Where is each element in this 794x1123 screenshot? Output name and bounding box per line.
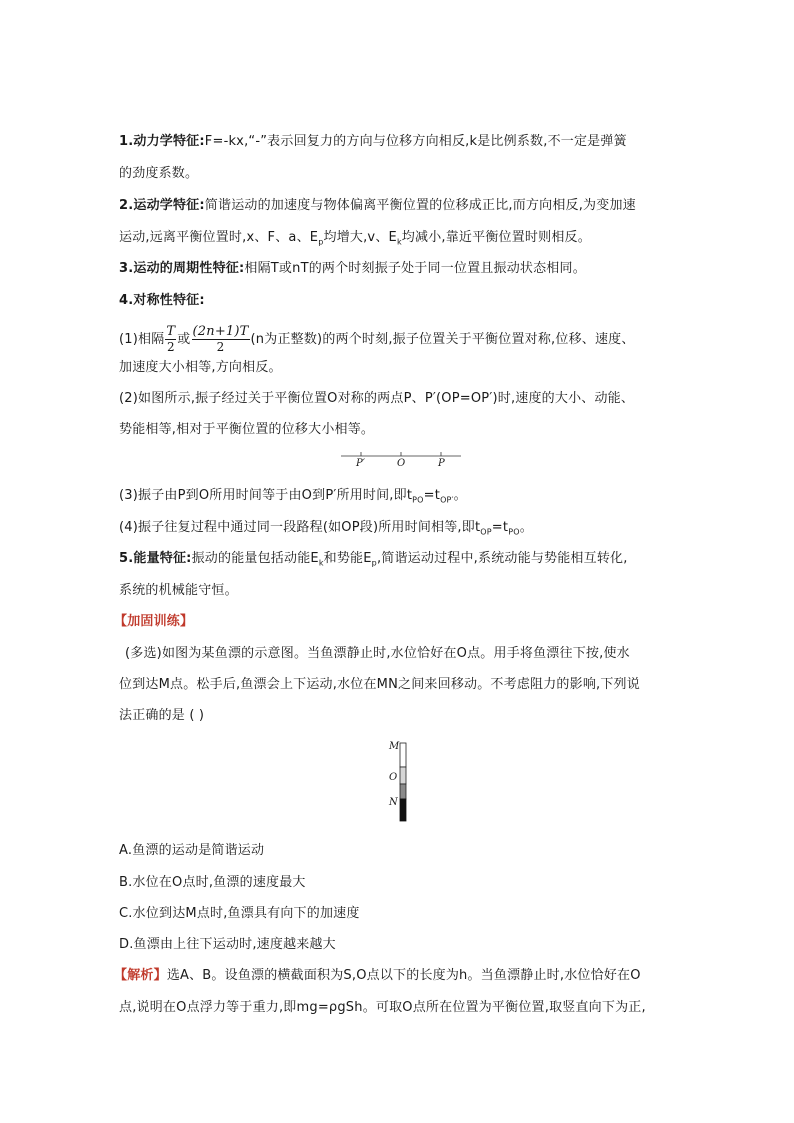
question-text2: 位到达M点。松手后,鱼漂会上下运动,水位在MN之间来回移动。不考虑阻力的影响,下列说 xyxy=(119,677,640,692)
fraction-t-over-2 xyxy=(165,324,176,355)
s5-text2: 和势能E xyxy=(323,551,372,566)
s3-line xyxy=(119,261,586,277)
s2-line1 xyxy=(119,198,636,214)
s3-text: 相隔T或nT的两个时刻振子处于同一位置且振动状态相同。 xyxy=(244,261,586,276)
s4-p3-mid: =t xyxy=(423,488,441,503)
label-o: O xyxy=(397,458,406,469)
s4-p2-line1 xyxy=(119,391,634,407)
analysis-line2 xyxy=(119,1000,646,1016)
option-c: C.水位到达M点时,鱼漂具有向下的加速度 xyxy=(119,906,360,921)
question-text3: 法正确的是 ( ) xyxy=(119,708,205,723)
float-mid-segment xyxy=(400,784,406,799)
s4-p4-sub1: OP xyxy=(480,527,492,537)
training-heading: 【加固训练】 xyxy=(114,614,194,629)
float-light-segment xyxy=(400,767,406,784)
s1-heading: 1.动力学特征: xyxy=(119,134,205,149)
s2-text1: 简谐运动的加速度与物体偏离平衡位置的位移成正比,而方向相反,为变加速 xyxy=(204,198,636,213)
question-line3 xyxy=(119,708,204,724)
s4-p1-text2: 加速度大小相等,方向相反。 xyxy=(119,360,282,375)
s5-sub-k: k xyxy=(318,558,324,568)
s4-p1-line2 xyxy=(119,360,282,376)
s4-p3-sub2: OP′ xyxy=(440,495,454,505)
s5-sub-p: p xyxy=(371,558,377,568)
label-float-o: O xyxy=(389,772,398,783)
s4-p4-mid: =t xyxy=(491,520,509,535)
s4-p1-post: (n为正整数)的两个时刻,振子位置关于平衡位置对称,位移、速度、 xyxy=(250,332,635,347)
s5-line1 xyxy=(119,551,628,572)
question-line1 xyxy=(125,646,630,662)
s1-line2 xyxy=(119,166,198,182)
analysis-text1: 选A、B。设鱼漂的横截面积为S,O点以下的长度为h。当鱼漂静止时,水位恰好在O xyxy=(166,968,641,983)
frac2-numerator: (2n+1)T xyxy=(192,324,249,339)
option-d: D.鱼漂由上往下运动时,速度越来越大 xyxy=(119,937,336,952)
s4-p1-line1 xyxy=(119,324,635,358)
label-p: P xyxy=(438,458,445,469)
option-b: B.水位在O点时,鱼漂的速度最大 xyxy=(119,875,306,890)
s2-line2 xyxy=(119,230,591,251)
s1-text1: F=-kx,“-”表示回复力的方向与位移方向相反,k是比例系数,不一定是弹簧 xyxy=(204,134,627,149)
s4-p1-or: 或 xyxy=(177,332,191,347)
analysis-line1 xyxy=(114,968,641,984)
option-a: A.鱼漂的运动是简谐运动 xyxy=(119,843,265,858)
s4-p3-pre: (3)振子由P到O所用时间等于由O到P′所用时间,即t xyxy=(119,488,413,503)
s2-text2: 运动,远离平衡位置时,x、F、a、E xyxy=(119,230,319,245)
s4-p2-text2: 势能相等,相对于平衡位置的位移大小相等。 xyxy=(119,422,375,437)
analysis-tag: 【解析】 xyxy=(114,968,167,983)
s1-text2: 的劲度系数。 xyxy=(119,166,199,181)
s4-p4-line xyxy=(119,520,533,541)
analysis-text2: 点,说明在O点浮力等于重力,即mg=ρgSh。可取O点所在位置为平衡位置,取竖直向下为正, xyxy=(119,1000,646,1015)
s4-heading: 4.对称性特征: xyxy=(119,293,205,308)
label-p-prime: P′ xyxy=(356,458,365,469)
s4-p4-sub2: PO xyxy=(508,527,520,537)
question-line2 xyxy=(119,677,640,693)
float-top-segment xyxy=(400,743,406,767)
s4-p3-end: 。 xyxy=(453,488,467,503)
s4-p4-end: 。 xyxy=(519,520,533,535)
frac1-denominator: 2 xyxy=(166,340,175,354)
fishing-float-figure xyxy=(387,740,417,824)
s5-text-line2: 系统的机械能守恒。 xyxy=(119,583,238,598)
s5-text3: ,简谐运动过程中,系统动能与势能相互转化, xyxy=(376,551,628,566)
label-n: N xyxy=(389,797,398,808)
oscillator-line-figure xyxy=(340,448,462,474)
float-bottom-segment xyxy=(400,799,406,821)
s4-p1-pre: (1)相隔 xyxy=(119,332,165,347)
frac2-denominator: 2 xyxy=(192,339,250,355)
s4-p4-pre: (4)振子往复过程中通过同一段路程(如OP段)所用时间相等,即t xyxy=(119,520,481,535)
s4-p3-line xyxy=(119,488,467,509)
s4-p2-line2 xyxy=(119,422,374,438)
s4-p3-sub1: PO xyxy=(412,495,424,505)
s2-text3: 均增大,v、E xyxy=(323,230,397,245)
fraction-2n1t-over-2 xyxy=(192,324,250,355)
question-text1: (多选)如图为某鱼漂的示意图。当鱼漂静止时,水位恰好在O点。用手将鱼漂往下按,使水 xyxy=(125,646,630,661)
s1-line1 xyxy=(119,134,627,150)
s4-heading-line xyxy=(119,293,205,309)
s2-sub-k: k xyxy=(396,237,402,247)
s5-line2 xyxy=(119,583,238,599)
s2-heading: 2.运动学特征: xyxy=(119,198,205,213)
s2-sub-p: p xyxy=(318,237,324,247)
s3-heading: 3.运动的周期性特征: xyxy=(119,261,245,276)
s5-text1: 振动的能量包括动能E xyxy=(191,551,319,566)
label-m: M xyxy=(389,741,400,752)
frac1-numerator: T xyxy=(166,324,176,339)
s4-p2-text1: (2)如图所示,振子经过关于平衡位置O对称的两点P、P′(OP=OP′)时,速度的大小、动能、 xyxy=(119,391,635,406)
s2-text4: 均减小,靠近平衡位置时则相反。 xyxy=(401,230,591,245)
s5-heading: 5.能量特征: xyxy=(119,551,192,566)
